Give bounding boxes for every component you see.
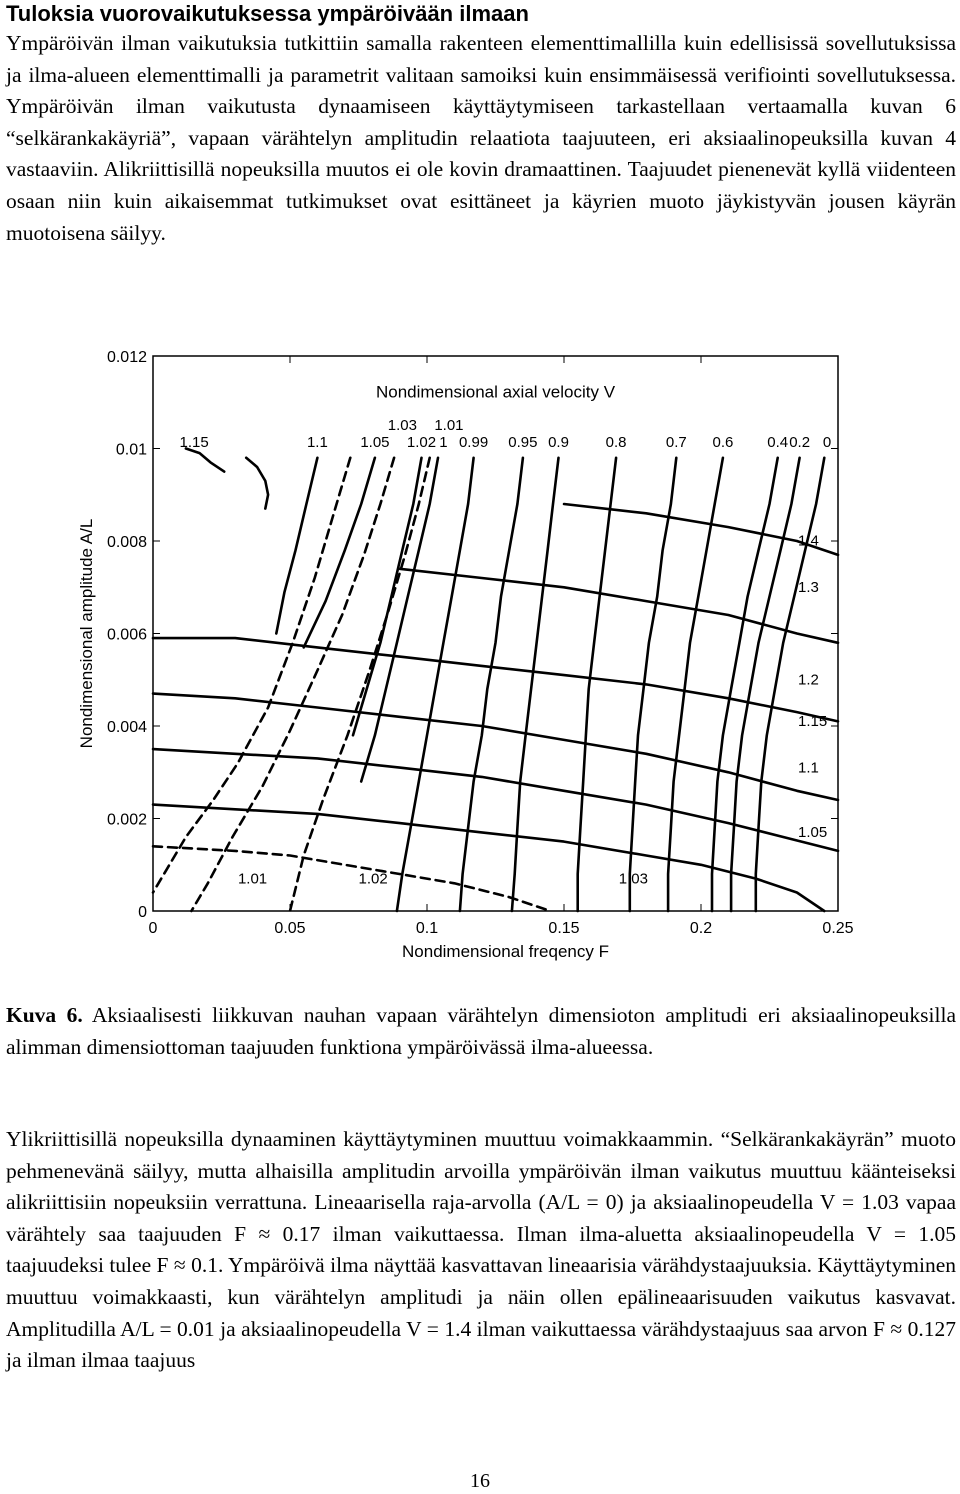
velocity-label: 1.05 xyxy=(360,434,390,452)
velocity-label: 1.3 xyxy=(798,578,819,596)
series-curve xyxy=(460,458,523,911)
velocity-label: 1.15 xyxy=(179,434,209,452)
y-tick-label: 0.012 xyxy=(106,349,147,366)
chart-title: Nondimensional axial velocity V xyxy=(375,382,616,402)
body-paragraph: Ylikriittisillä nopeuksilla dynaaminen käyttäytyminen muuttuu voimakkaammin. “Selkärankakäyrän” muoto pehmenevänä säilyy, mutta alhaisilla amplitudin arvoilla ympäröivän ilman vaikutus muuttuu käänteiseksi alikriittisiin nopeuksiin verrattuna. Lineaarisella raja-arvolla (A/L = 0) ja aksiaalinopeudella V = 1.03 vapaa värähtely saa taajuuden F ≈ 0.17 ilman vaikuttaessa. Ilman ilma-aluetta aksiaalinopeudella V = 1.05 taajuudeksi tulee F ≈ 0.1. Ympäröivä ilma näyttää kasvattavan lineaarisia värähdystaajuuksia. Käyttäytyminen muuttuu voimakkaasti, kun värähtelyn amplitudi ja näin ollen epälineaarisuuden vaikutus kasvavat. Amplitudilla A/L = 0.01 ja aksiaalinopeudella V = 1.4 ilman vaikuttaessa värähdystaajuus saa arvon F ≈ 0.127 ja ilman ilmaa taajuus xyxy=(6,1127,956,1373)
x-axis-label: Nondimensional freqency F xyxy=(402,942,609,961)
caption-text: Aksiaalisesti liikkuvan nauhan vapaan värähtelyn dimensioton amplitudi eri aksiaalinopeuksilla alimman dimensiottoman taajuuden funktiona ympäröivässä ilma-alueessa. xyxy=(6,1003,956,1059)
series-curve xyxy=(276,458,317,634)
series-curve xyxy=(512,458,559,911)
series-curve xyxy=(186,449,224,472)
x-tick-label: 0.2 xyxy=(689,920,713,937)
figure-caption xyxy=(6,1000,956,1063)
velocity-label: 0.7 xyxy=(665,434,687,452)
series-curve xyxy=(153,805,824,911)
velocity-label: 1.4 xyxy=(798,532,819,550)
velocity-label: 1.2 xyxy=(798,671,819,689)
series-curve xyxy=(578,458,616,911)
velocity-label: 1.1 xyxy=(306,434,328,452)
velocity-label: 0.95 xyxy=(508,434,538,452)
y-axis-label: Nondimensional amplitude A/L xyxy=(77,518,96,749)
y-tick-label: 0.01 xyxy=(115,441,147,459)
velocity-label: 0.99 xyxy=(458,434,489,452)
y-tick-label: 0.006 xyxy=(106,626,147,644)
velocity-label: 1.1 xyxy=(798,759,819,777)
velocity-label: 0.9 xyxy=(548,434,569,452)
velocity-label: 1.02 xyxy=(358,870,388,888)
series-curve xyxy=(153,458,350,893)
velocity-label: 0.8 xyxy=(605,434,627,452)
intro-paragraph: Ympäröivän ilman vaikutuksia tutkittiin samalla rakenteen elementtimallilla kuin edellisissä sovellutuksissa ja ilma-alueen elementtimalli ja parametrit valitaan samoiksi kuin ensimmäisessä verifiointi sovellutuksessa. Ympäröivän ilman vaikutusta dynaamiseen käyttäytymiseen tarkastellaan vertaamalla kuvan 6 “selkärankakäyriä”, vapaan värähtelyn amplitudin relaatiota taajuuteen, eri aksiaalinopeuksilla kuvan 4 vastaaviin. Alikriittisillä nopeuksilla muutos ei ole kovin dramaattinen. Taajuudet pienenevät kyllä viidenteen osaan niin kuin aikaisemmat tutkimukset ovat esittäneet ja käyrien muoto jäykistyvän jousen käyrän muotoisena säilyy. xyxy=(6,31,956,245)
x-tick-label: 0.1 xyxy=(415,920,439,937)
figure-chart xyxy=(0,290,960,1010)
velocity-label: 1.01 xyxy=(237,870,268,888)
velocity-label: 0 xyxy=(822,434,832,452)
x-tick-label: 0.15 xyxy=(548,920,580,937)
velocity-label: 1.03 xyxy=(387,417,417,434)
y-tick-label: 0.002 xyxy=(106,811,147,829)
y-tick-label: 0.004 xyxy=(106,719,147,736)
velocity-label: 0.4 xyxy=(767,434,789,452)
y-tick-label: 0 xyxy=(138,904,147,921)
x-tick-label: 0.25 xyxy=(822,920,854,937)
velocity-label: 1 xyxy=(439,434,448,452)
series-curve xyxy=(246,458,268,509)
velocity-label: 0.2 xyxy=(789,434,811,452)
y-tick-label: 0.008 xyxy=(106,534,147,551)
velocity-label: 0.6 xyxy=(712,434,734,452)
velocity-label: 1.01 xyxy=(434,417,464,434)
series-curve xyxy=(153,638,838,721)
velocity-label: 1.03 xyxy=(618,870,649,888)
series-curve xyxy=(153,846,550,911)
velocity-label: 1.05 xyxy=(798,824,828,841)
x-tick-label: 0 xyxy=(148,920,158,937)
x-tick-label: 0.05 xyxy=(274,920,306,937)
velocity-label: 1.02 xyxy=(406,434,437,452)
caption-label: Kuva 6. xyxy=(6,1003,83,1027)
page-number: 16 xyxy=(470,1470,490,1492)
velocity-label: 1.15 xyxy=(798,713,828,730)
series-curve xyxy=(191,458,394,911)
section-heading: Tuloksia vuorovaikutuksessa ympäröivään ilmaan xyxy=(6,1,529,26)
